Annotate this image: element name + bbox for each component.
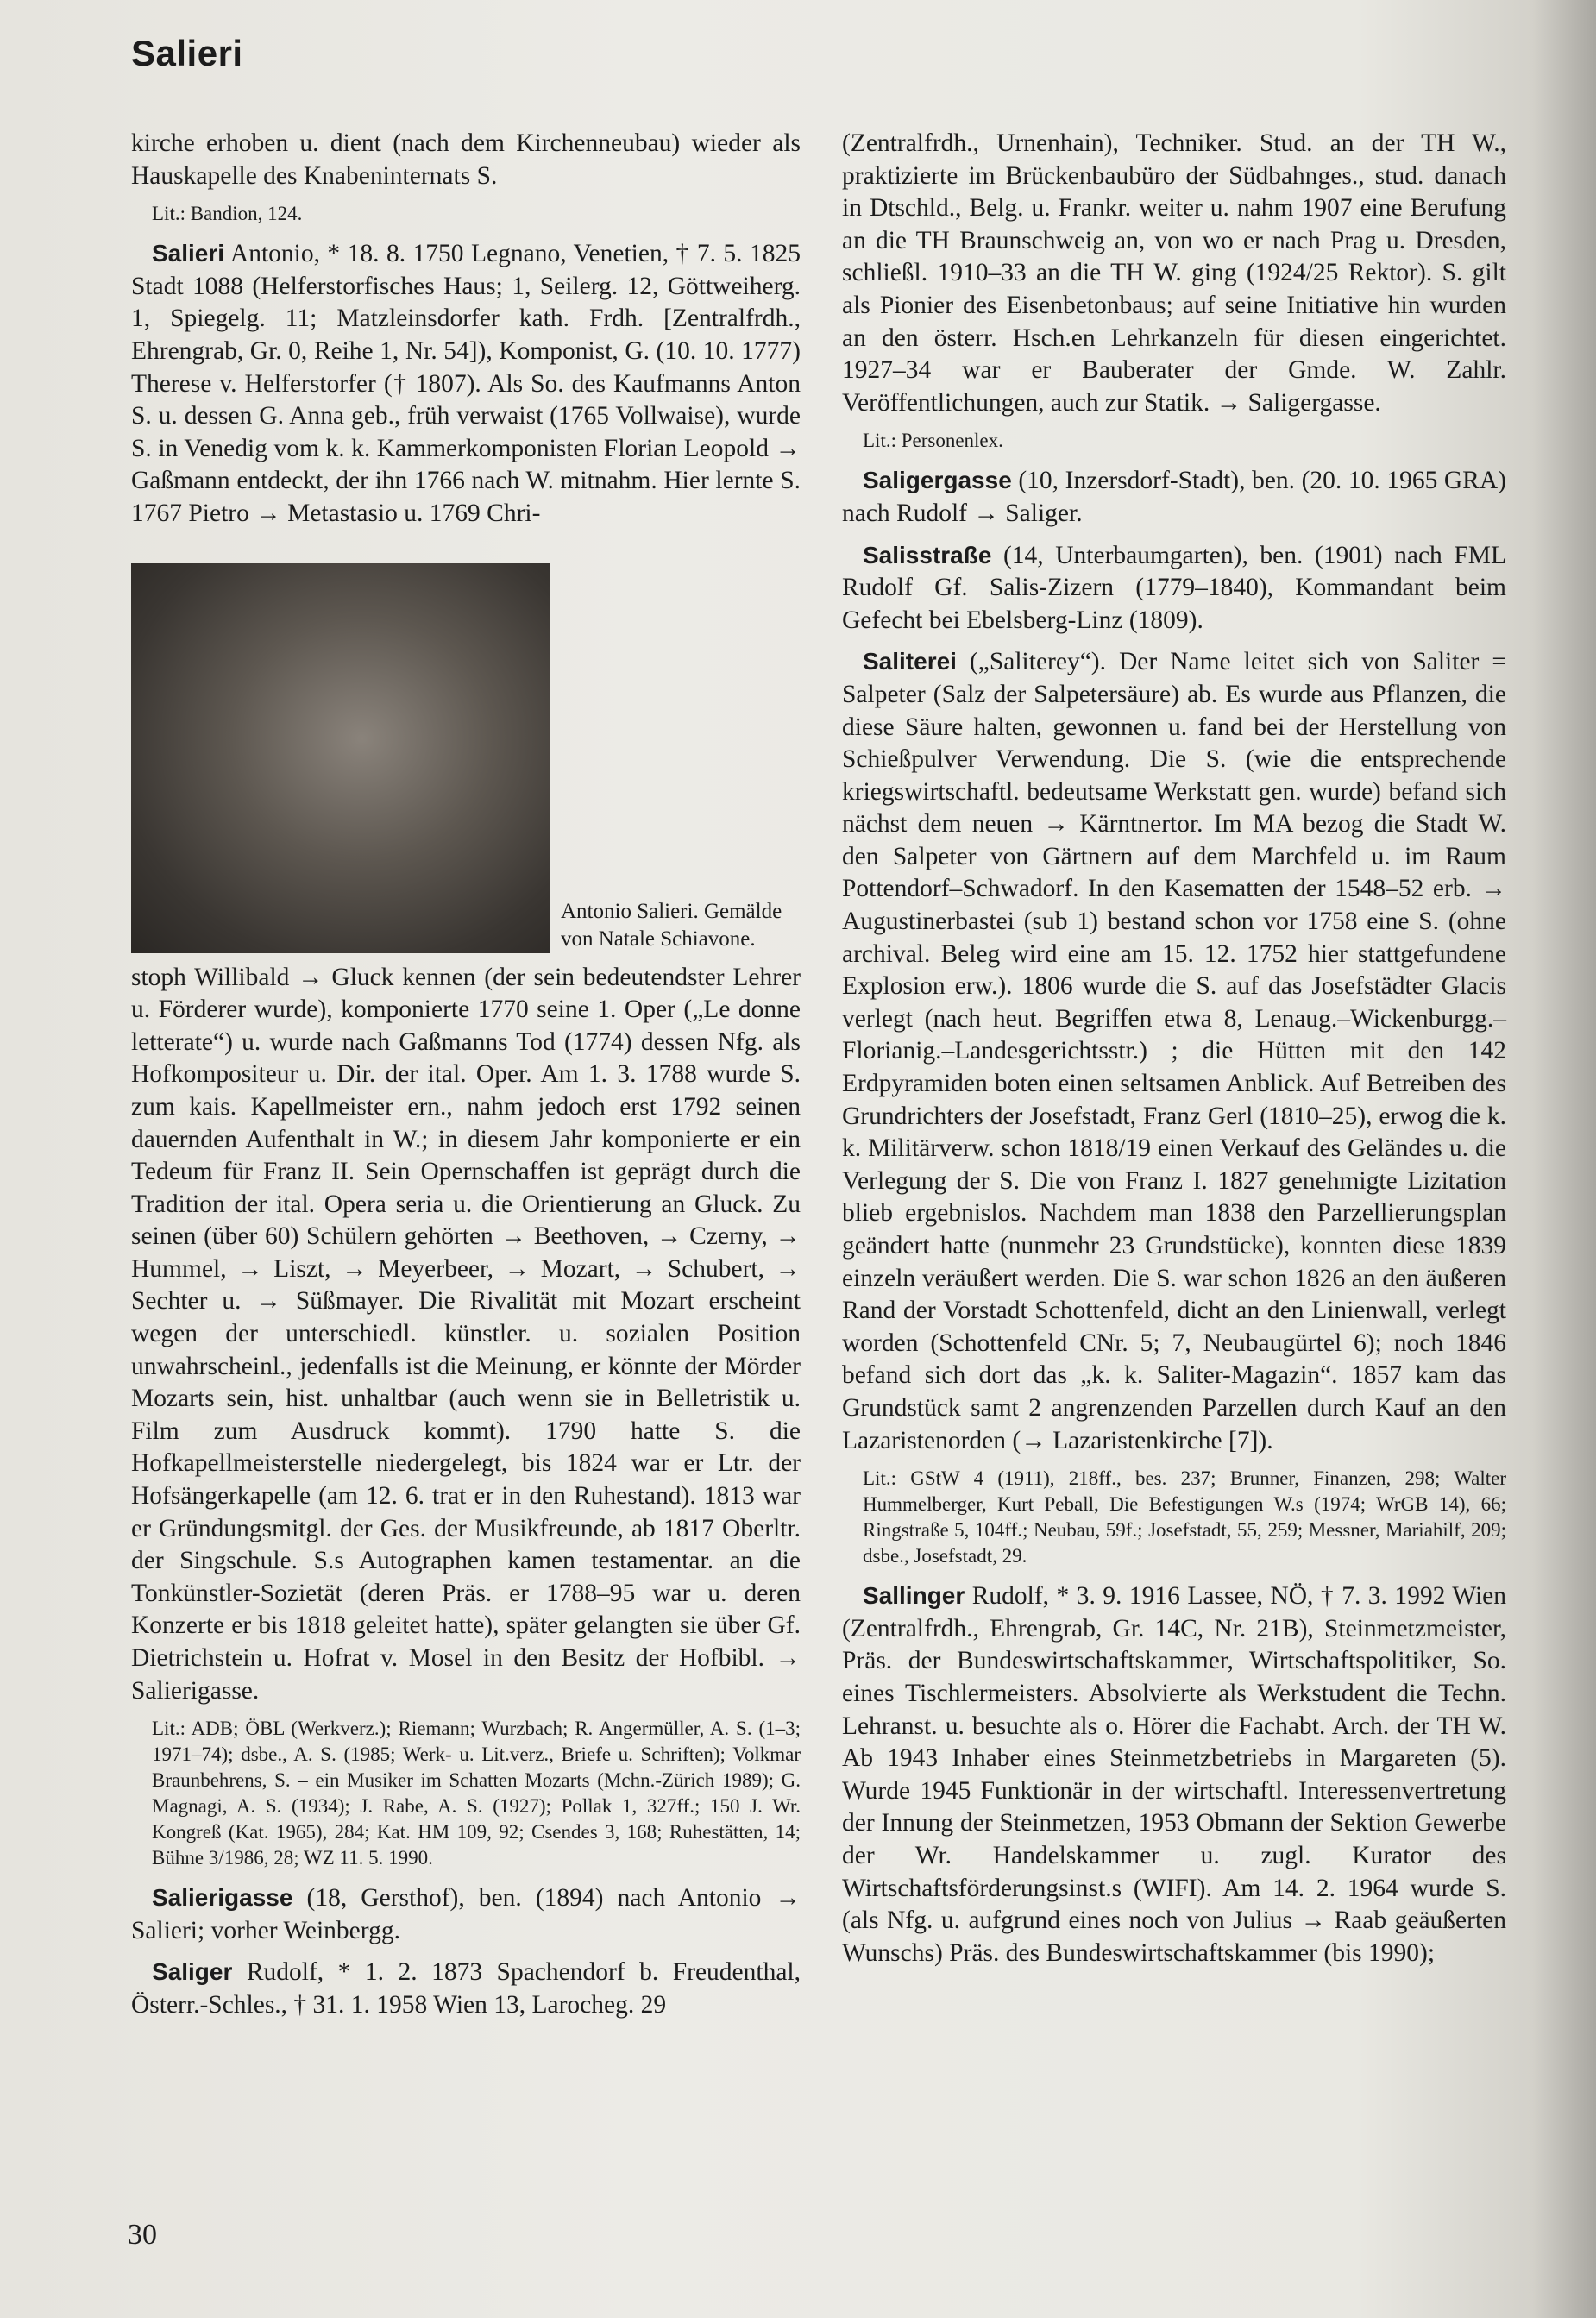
- entry-saliger: [131, 1956, 801, 2021]
- entry-salisstrasse: [842, 539, 1506, 638]
- entry-text: Rudolf, * 3. 9. 1916 Lassee, NÖ, † 7. 3. 1992 Wien (Zentralfrdh., Ehrengrab, Gr. 14C, Nr. 21B), Steinmetzmeister, Präs. der Bundeswirtschaftskammer, Wirtschaftspolitiker, So. eines Tischlermeisters. Absolvierte als Werkstudent die Techn. Lehranst. u. besuchte als o. Hörer die Fachabt. Arch. der TH W. Ab 1943 Inhaber eines Steinmetzbetriebs in Margareten (5). Wurde 1945 Funktionär in der wirtschaftl. Interessenvertretung der Innung der Steinmetzen, 1953 Obmann der Sektion Gewerbe der Wr. Handelskammer u. zugl. Kurator des Wirtschaftsförderungsinst.s (WIFI). Am 14. 2. 1964 wurde S. (als Nfg. u. aufgrund eines noch von Julius → Raab geäußerten Wunschs) Präs. des Bundeswirtschaftskammer (bis 1990);: [842, 1582, 1506, 1967]
- literature-note: Lit.: GStW 4 (1911), 218ff., bes. 237; Brunner, Finanzen, 298; Walter Hummelberger, Kurt Peball, Die Befestigungen W.s (1974; WrGB 14), 66; Ringstraße 5, 104ff.; Neubau, 59f.; Josefstadt, 55, 259; Messner, Mariahilf, 209; dsbe., Josefstadt, 29.: [863, 1467, 1506, 1567]
- entry-lemma: Salierigasse: [152, 1884, 293, 1912]
- entry-lemma: Sallinger: [863, 1582, 965, 1610]
- page-number: 30: [128, 2219, 157, 2251]
- literature-note: Lit.: Bandion, 124.: [152, 203, 303, 225]
- literature-note: Lit.: ADB; ÖBL (Werkverz.); Riemann; Wurzbach; R. Angermüller, A. S. (1–3; 1971–74); dsbe., A. S. (1985; Werk- u. Lit.verz., Briefe u. Schriften); Volkmar Braunbehrens, S. – ein Musiker im Schatten Mozarts (Mchn.-Zürich 1989); G. Magnagi, A. S. (1934); J. Rabe, A. S. (1927); Pollak 1, 327ff.; 150 J. Wr. Kongreß (Kat. 1965), 284; Kat. HM 109, 92; Csendes 3, 168; Ruhestätten, 14; Bühne 3/1986, 28; WZ 11. 5. 1990.: [152, 1718, 801, 1869]
- left-column: [131, 128, 801, 2031]
- entry-text: („Saliterey“). Der Name leitet sich von Saliter = Salpeter (Salz der Salpetersäure) ab. Es wurde aus Pflanzen, die diese Säure halten, gewonnen u. fand bei der Herstellung von Schießpulver Verwendung. Die S. (wie die entsprechende kriegswirtschaftl. bedeutsame Werkstatt gen. wurde) befand sich nächst dem neuen → Kärntnertor. Im MA bezog die Stadt W. den Salpeter von Gärtnern auf dem Marchfeld u. im Raum Pottendorf–Schwadorf. In den Kasematten der 1548–52 erb. → Augustinerbastei (sub 1) bestand schon vor 1758 eine S. (ohne archival. Beleg wird eine am 15. 12. 1752 hier stattgefundene Explosion erw.). 1806 wurde die S. auf das Josefstädter Glacis verlegt (nach heut. Begriffen etwa 8, Lenaug.–Wickenburgg.–Florianig.–Landesgerichtsstr.) ; die Hütten mit den 142 Erdpyramiden boten einen seltsamen Anblick. Auf Betreiben des Grundrichters der Josefstadt, Franz Gerl (1810–25), erwog die k. k. Militärverw. schon 1818/19 einen Verkauf des Geländes u. die Verlegung der S. Die von Franz I. 1827 genehmigte Lizitation blieb ergebnislos. Nachdem man 1838 den Parzellierungsplan geändert hatte (nunmehr 23 Grundstücke), konnten diese 1839 einzeln veräußert werden. Die S. war schon 1826 an den äußeren Rand der Vorstadt Schottenfeld, dicht an den Linienwall, verlegt worden (Schottenfeld CNr. 5; 7, Neubaugürtel 6); noch 1846 befand sich dort das „k. k. Saliter-Magazin“. 1857 kam das Grundstück samt 2 angrenzenden Parzellen durch Kauf an den Lazaristenorden (→ Lazaristenkirche [7]).: [842, 648, 1506, 1454]
- entry-lemma: Saliger: [152, 1958, 233, 1986]
- portrait-image: [131, 563, 550, 953]
- entry-continuation: stoph Willibald → Gluck kennen (der sein bedeutendster Lehrer u. Förderer wurde), komponierte 1770 seine 1. Oper („Le donne letterate“) u. wurde nach Gaßmanns Tod (1774) dessen Nfg. als Hofkompositeur u. Dir. der ital. Oper. Am 1. 3. 1788 wurde S. zum kais. Kapellmeister ern., nahm jedoch erst 1792 seinen dauernden Aufenthalt in W.; in diesem Jahr komponierte er ein Tedeum für Franz II. Sein Opernschaffen ist geprägt durch die Tradition der ital. Opera seria u. die Orientierung an Gluck. Zu seinen (über 60) Schülern gehörten → Beethoven, → Czerny, → Hummel, → Liszt, → Meyerbeer, → Mozart, → Schubert, → Sechter u. → Süßmayer. Die Rivalität mit Mozart erscheint wegen der unterschiedl. künstler. u. sozialen Position unwahrscheinl., jedenfalls ist die Meinung, er könnte der Mörder Mozarts sein, hist. unhaltbar (auch wenn sie in Belletristik u. Film zum Ausdruck kommt). 1790 hatte S. die Hofkapellmeisterstelle niedergelegt, bis 1824 war er Ltr. der Hofsängerkapelle (am 12. 6. trat er in den Ruhestand). 1813 war er Gründungsmitgl. der Ges. der Musikfreunde, ab 1817 Oberltr. der Singschule. S.s Autographen kamen testamentar. an die Tonkünstler-Sozietät (deren Präs. er 1788–95 war u. deren Konzerte er bis 1818 geleitet hatte), später gelangten sie über Gf. Dietrichstein u. Hofrat v. Mosel in den Besitz der Hofbibl. → Salierigasse.: [131, 963, 801, 1705]
- entry-salieri: [131, 237, 801, 530]
- entry-text: Antonio, * 18. 8. 1750 Legnano, Venetien, † 7. 5. 1825 Stadt 1088 (Helferstorfisches Haus; 1, Seilerg. 12, Göttweiherg. 1, Spiegelg. 11; Matzleinsdorfer kath. Frdh. [Zentralfrdh., Ehrengrab, Gr. 0, Reihe 1, Nr. 54]), Komponist, G. (10. 10. 1777) Therese v. Helferstorfer († 1807). Als So. des Kaufmanns Anton S. u. dessen G. Anna geb., früh verwaist (1765 Vollwaise), wurde S. in Venedig vom k. k. Kammerkomponisten Florian Leopold → Gaßmann entdeckt, der ihn 1766 nach W. mitnahm. Hier lernte S. 1767 Pietro → Metastasio u. 1769 Chri-: [131, 240, 801, 527]
- entry-text: (18, Gersthof), ben. (1894) nach Antonio → Salieri; vorher Weinbergg.: [131, 1884, 801, 1944]
- figure-caption: Antonio Salieri. Gemälde von Natale Schiavone.: [561, 899, 782, 951]
- entry-salierigasse: [131, 1881, 801, 1947]
- entry-text: (10, Inzersdorf-Stadt), ben. (20. 10. 1965 GRA) nach Rudolf → Saliger.: [842, 467, 1506, 527]
- entry-saliterei: [842, 645, 1506, 1457]
- entry-saligergasse: [842, 464, 1506, 530]
- entry-lemma: Salisstraße: [863, 541, 992, 569]
- running-header: Salieri: [131, 33, 243, 73]
- entry-text: Rudolf, * 1. 2. 1873 Spachendorf b. Freudenthal, Österr.-Schles., † 31. 1. 1958 Wien 13, Larocheg. 29: [131, 1958, 801, 2019]
- literature-note: Lit.: Personenlex.: [863, 430, 1003, 452]
- entry-text: (14, Unterbaumgarten), ben. (1901) nach FML Rudolf Gf. Salis-Zizern (1779–1840), Kommandant beim Gefecht bei Ebelsberg-Linz (1809).: [842, 541, 1506, 634]
- portrait-figure: [131, 563, 801, 953]
- entry-lemma: Salieri: [152, 240, 225, 267]
- paragraph: (Zentralfrdh., Urnenhain), Techniker. Stud. an der TH W., praktizierte im Brückenbaubüro der Südbahnges., stud. danach in Dtschld., Belg. u. Frankr. weiter u. nahm 1907 eine Berufung an die TH Braunschweig an, von wo er nach Prag u. Dresden, schließl. 1910–33 an die TH W. ging (1924/25 Rektor). S. gilt als Pionier des Eisenbetonbaus; auf seine Initiative hin wurden an den österr. Hsch.en Lehrkanzeln für diesen eingerichtet. 1927–34 war er Bauberater der Gmde. W. Zahlr. Veröffentlichungen, auch zur Statik. → Saligergasse.: [842, 129, 1506, 417]
- entry-sallinger: [842, 1580, 1506, 1969]
- entry-lemma: Saliterei: [863, 648, 957, 675]
- entry-lemma: Saligergasse: [863, 467, 1012, 494]
- paragraph: kirche erhoben u. dient (nach dem Kirchenneubau) wieder als Hauskapelle des Knabeninternats S.: [131, 129, 801, 190]
- right-column: [842, 128, 1506, 1978]
